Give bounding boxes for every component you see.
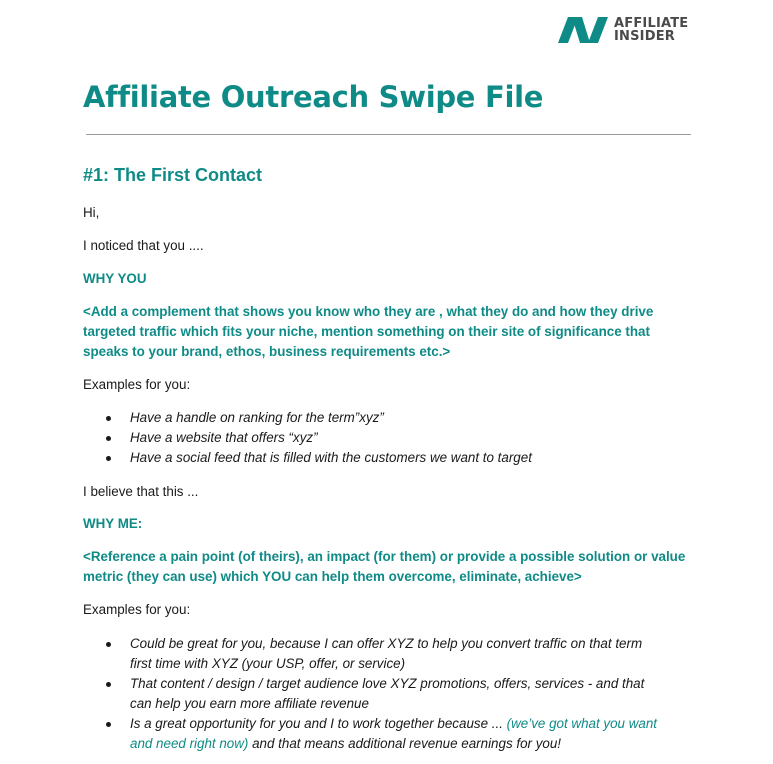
why-you-instruction-line-3: speaks to your brand, ethos, business requirements etc.> [83, 344, 451, 359]
list-item [106, 448, 532, 468]
list-item-text: Have a website that offers “xyz” [130, 430, 318, 445]
why-me-instruction-line-2: metric (they can use) which YOU can help them overcome, eliminate, achieve> [83, 569, 582, 584]
affiliate-insider-logo [558, 17, 688, 43]
examples-list-2 [106, 634, 657, 754]
list-item-text: That content / design / target audience love XYZ promotions, offers, services - and that [130, 676, 645, 691]
why-you-label: WHY YOU [83, 271, 147, 286]
affiliate-insider-logo-icon [558, 17, 608, 43]
bullet-icon [106, 456, 111, 461]
why-me-label: WHY ME: [83, 516, 143, 531]
believe-text: I believe that this ... [83, 484, 199, 499]
list-item-text-cont: first time with XYZ (your USP, offer, or service) [130, 656, 406, 671]
examples-label-2: Examples for you: [83, 602, 191, 617]
highlighted-text-cont: and need right now) [130, 736, 249, 751]
section-heading: #1: The First Contact [83, 165, 263, 185]
list-item [106, 674, 657, 714]
bullet-icon [106, 642, 111, 647]
bullet-icon [106, 682, 111, 687]
bullet-icon [106, 436, 111, 441]
why-you-instruction-line-1: <Add a complement that shows you know who they are , what they do and how they drive [83, 304, 654, 319]
why-me-instruction-line-1: <Reference a pain point (of theirs), an impact (for them) or provide a possible solution or value [83, 549, 686, 564]
logo-line-1: AFFILIATE [614, 16, 689, 31]
examples-list-1 [106, 408, 532, 468]
list-item-text-cont: can help you earn more affiliate revenue [130, 696, 369, 711]
examples-label-1: Examples for you: [83, 377, 191, 392]
document-title: Affiliate Outreach Swipe File [83, 80, 544, 114]
list-item-text: Have a handle on ranking for the term”xyz” [130, 410, 384, 425]
list-item-text: Is a great opportunity for you and I to work together because ... [130, 716, 507, 731]
logo-line-2: INSIDER [614, 29, 675, 44]
bullet-icon [106, 722, 111, 727]
list-item-text: Could be great for you, because I can offer XYZ to help you convert traffic on that term [130, 636, 643, 651]
highlighted-text: (we’ve got what you want [506, 716, 658, 731]
title-divider [86, 134, 691, 135]
list-item [106, 714, 657, 754]
why-you-instruction-line-2: targeted traffic which fits your niche, mention something on their site of significance that [83, 324, 650, 339]
greeting-text: Hi, [83, 205, 100, 220]
list-item-text-end: and that means additional revenue earnings for you! [248, 736, 562, 751]
list-item [106, 634, 657, 674]
noticed-text: I noticed that you .... [83, 238, 204, 253]
list-item [106, 428, 532, 448]
logo-wordmark [614, 17, 688, 43]
list-item-text: Have a social feed that is filled with the customers we want to target [130, 450, 532, 465]
bullet-icon [106, 416, 111, 421]
list-item [106, 408, 532, 428]
